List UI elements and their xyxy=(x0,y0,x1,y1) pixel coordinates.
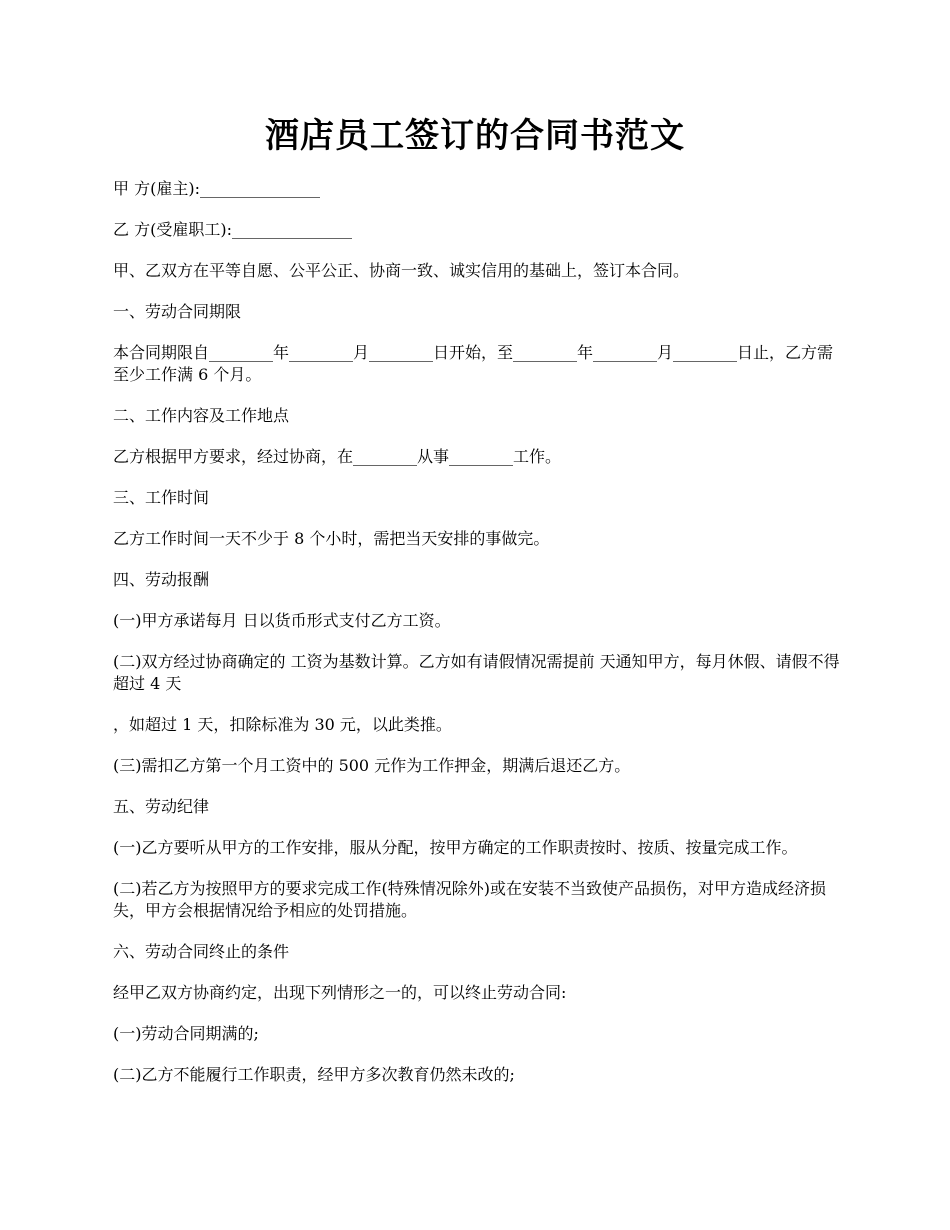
party-b-line: 乙 方(受雇职工):_______________ xyxy=(113,220,352,239)
contract-term-paragraph: 本合同期限自________年________月________日开始，至________年________月________日止，乙方需至少工作满 6 个月。 xyxy=(113,343,834,384)
pay-item-3: (三)需扣乙方第一个月工资中的 500 元作为工作押金，期满后退还乙方。 xyxy=(113,756,631,775)
work-time-paragraph: 乙方工作时间一天不少于 8 个小时，需把当天安排的事做完。 xyxy=(113,529,550,548)
party-a-line: 甲 方(雇主):_______________ xyxy=(113,179,320,198)
discipline-item-1: (一)乙方要听从甲方的工作安排，服从分配，按甲方确定的工作职责按时、按质、按量完成工作。 xyxy=(113,838,798,857)
section-heading-3: 三、工作时间 xyxy=(113,488,210,507)
document-title: 酒店员工签订的合同书范文 xyxy=(265,116,685,156)
pay-item-2-continued: ，如超过 1 天，扣除标准为 30 元，以此类推。 xyxy=(113,715,452,734)
termination-item-2: (二)乙方不能履行工作职责，经甲方多次教育仍然未改的; xyxy=(113,1065,515,1084)
work-content-paragraph: 乙方根据甲方要求，经过协商，在________从事________工作。 xyxy=(113,447,562,466)
intro-paragraph: 甲、乙双方在平等自愿、公平公正、协商一致、诚实信用的基础上，签订本合同。 xyxy=(113,261,690,280)
section-heading-1: 一、劳动合同期限 xyxy=(113,302,242,321)
section-heading-2: 二、工作内容及工作地点 xyxy=(113,406,290,425)
discipline-item-2: (二)若乙方为按照甲方的要求完成工作(特殊情况除外)或在安装不当致使产品损伤，对甲方造成经济损失，甲方会根据情况给予相应的处罚措施。 xyxy=(113,879,826,920)
document-body xyxy=(113,178,843,1105)
section-heading-5: 五、劳动纪律 xyxy=(113,797,210,816)
section-heading-4: 四、劳动报酬 xyxy=(113,570,210,589)
pay-item-2: (二)双方经过协商确定的 工资为基数计算。乙方如有请假情况需提前 天通知甲方，每月休假、请假不得超过 4 天 xyxy=(113,652,840,693)
pay-item-1: (一)甲方承诺每月 日以货币形式支付乙方工资。 xyxy=(113,611,451,630)
termination-item-1: (一)劳动合同期满的; xyxy=(113,1024,259,1043)
section-heading-6: 六、劳动合同终止的条件 xyxy=(113,942,290,961)
termination-intro: 经甲乙双方协商约定，出现下列情形之一的，可以终止劳动合同: xyxy=(113,983,567,1002)
